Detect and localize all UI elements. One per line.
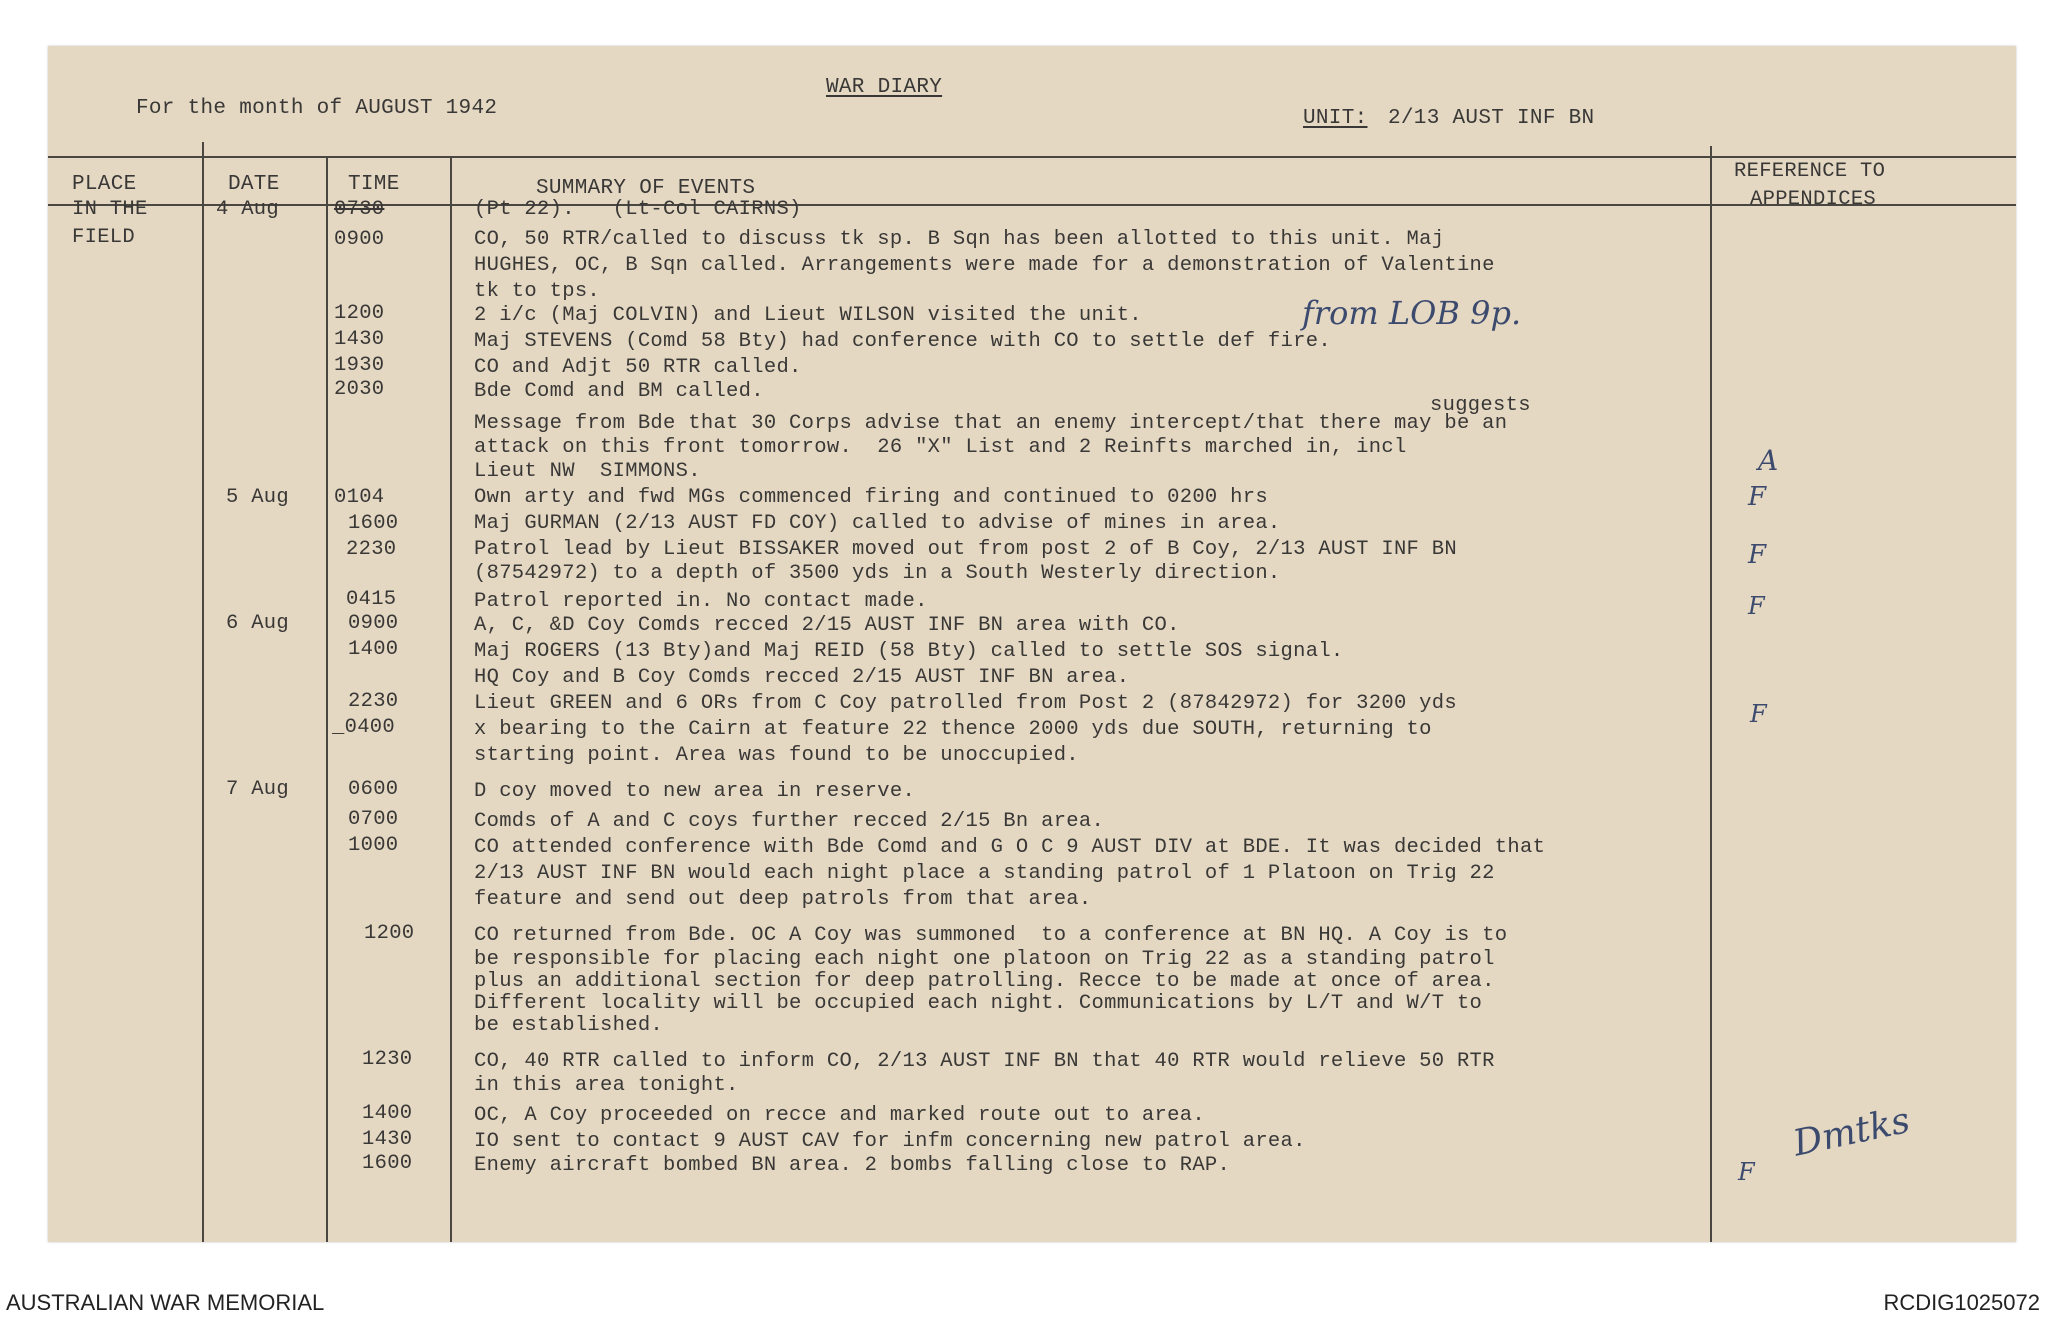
page-title: WAR DIARY (826, 76, 943, 99)
date-entry: 7 Aug (226, 778, 290, 801)
appendix-mark: F (1750, 700, 1767, 728)
summary-reference-divider (1710, 146, 1712, 1242)
time-entry: 2230 (348, 690, 399, 713)
summary-line: Comds of A and C coys further recced 2/15 Bn area. (474, 810, 1105, 833)
summary-line: OC, A Coy proceeded on recce and marked route out to area. (474, 1104, 1205, 1127)
column-header-time: TIME (348, 173, 400, 196)
summary-line: HUGHES, OC, B Sqn called. Arrangements were made for a demonstration of Valentine (474, 254, 1495, 277)
summary-insertion: suggests (1430, 394, 1531, 417)
column-header-date: DATE (228, 173, 280, 196)
summary-line: (Pt 22). (Lt-Col CAIRNS) (474, 198, 802, 221)
summary-line: in this area tonight. (474, 1074, 739, 1097)
appendix-mark: F (1748, 540, 1767, 570)
summary-line: be established. (474, 1014, 664, 1037)
summary-line: Message from Bde that 30 Corps advise that an enemy intercept/that there may be an (474, 412, 1508, 435)
time-entry: 0900 (348, 612, 399, 635)
summary-line: starting point. Area was found to be unoccupied. (474, 744, 1079, 767)
summary-line: Enemy aircraft bombed BN area. 2 bombs falling close to RAP. (474, 1154, 1231, 1177)
time-entry: 0104 (334, 486, 385, 509)
time-entry: 1200 (334, 302, 385, 325)
appendix-mark: F (1748, 592, 1765, 620)
summary-line: Patrol reported in. No contact made. (474, 590, 928, 613)
handwritten-signature: Dmtks (1789, 1099, 1914, 1165)
summary-line: Maj ROGERS (13 Bty)and Maj REID (58 Bty) called to settle SOS signal. (474, 640, 1344, 663)
time-entry: 2030 (334, 378, 385, 401)
summary-line: (87542972) to a depth of 3500 yds in a South Westerly direction. (474, 562, 1281, 585)
time-entry: 1930 (334, 354, 385, 377)
summary-line: CO, 40 RTR called to inform CO, 2/13 AUST INF BN that 40 RTR would relieve 50 RTR (474, 1050, 1495, 1073)
summary-line: CO, 50 RTR/called to discuss tk sp. B Sqn has been allotted to this unit. Maj (474, 228, 1445, 251)
summary-line: Own arty and fwd MGs commenced firing and continued to 0200 hrs (474, 486, 1268, 509)
summary-line: x bearing to the Cairn at feature 22 thence 2000 yds due SOUTH, returning to (474, 718, 1432, 741)
time-summary-divider (450, 158, 452, 1242)
footer-record-id: RCDIG1025072 (1883, 1290, 2040, 1315)
summary-line: A, C, &D Coy Comds recced 2/15 AUST INF BN area with CO. (474, 614, 1180, 637)
summary-line: feature and send out deep patrols from that area. (474, 888, 1092, 911)
summary-line: 2/13 AUST INF BN would each night place a standing patrol of 1 Platoon on Trig 22 (474, 862, 1495, 885)
time-entry: 1400 (348, 638, 399, 661)
summary-line: HQ Coy and B Coy Comds recced 2/15 AUST INF BN area. (474, 666, 1130, 689)
time-entry: 2230 (346, 538, 397, 561)
time-entry: 0600 (348, 778, 399, 801)
time-entry: 0900 (334, 228, 385, 251)
summary-line: Maj STEVENS (Comd 58 Bty) had conference with CO to settle def fire. (474, 330, 1331, 353)
summary-line: IO sent to contact 9 AUST CAV for infm concerning new patrol area. (474, 1130, 1306, 1153)
war-diary-sheet (48, 46, 2016, 1242)
summary-line: 2 i/c (Maj COLVIN) and Lieut WILSON visited the unit. (474, 304, 1142, 327)
header-top-rule (48, 156, 2016, 158)
time-entry: 1430 (362, 1128, 413, 1151)
place-line-2: FIELD (72, 226, 136, 249)
summary-line: tk to tps. (474, 280, 601, 303)
time-entry: 1200 (364, 922, 415, 945)
appendix-mark: F (1738, 1158, 1755, 1186)
summary-line: Lieut NW SIMMONS. (474, 460, 701, 483)
time-entry: _0400 (332, 716, 396, 739)
date-entry: 6 Aug (226, 612, 290, 635)
column-header-reference: REFERENCE TO (1734, 160, 1886, 183)
summary-line: Lieut GREEN and 6 ORs from C Coy patrolled from Post 2 (87842972) for 3200 yds (474, 692, 1457, 715)
summary-line: attack on this front tomorrow. 26 "X" List and 2 Reinfts marched in, incl (474, 436, 1407, 459)
summary-line: Bde Comd and BM called. (474, 380, 764, 403)
time-entry: 0730 (334, 198, 385, 221)
time-entry: 1230 (362, 1048, 413, 1071)
summary-line: plus an additional section for deep patrolling. Recce to be made at once of area. (474, 970, 1495, 993)
place-date-divider (202, 142, 204, 1242)
appendix-mark: A (1758, 444, 1779, 477)
time-entry: 0415 (346, 588, 397, 611)
time-entry: 1600 (348, 512, 399, 535)
handwritten-lob-note: from LOB 9p. (1302, 294, 1522, 332)
column-header-appendices: APPENDICES (1750, 188, 1877, 211)
month-line: For the month of AUGUST 1942 (136, 97, 498, 120)
summary-line: Maj GURMAN (2/13 AUST FD COY) called to advise of mines in area. (474, 512, 1281, 535)
summary-line: CO returned from Bde. OC A Coy was summoned to a conference at BN HQ. A Coy is to (474, 924, 1508, 947)
summary-line: be responsible for placing each night one platoon on Trig 22 as a standing patrol (474, 948, 1495, 971)
place-line-1: IN THE (72, 198, 148, 221)
appendix-mark: F (1748, 482, 1767, 512)
footer-archive-name: AUSTRALIAN WAR MEMORIAL (6, 1290, 325, 1315)
time-entry: 1430 (334, 328, 385, 351)
summary-line: CO and Adjt 50 RTR called. (474, 356, 802, 379)
time-entry: 0700 (348, 808, 399, 831)
time-entry: 1400 (362, 1102, 413, 1125)
time-entry: 1000 (348, 834, 399, 857)
summary-line: Patrol lead by Lieut BISSAKER moved out from post 2 of B Coy, 2/13 AUST INF BN (474, 538, 1457, 561)
summary-line: CO attended conference with Bde Comd and G O C 9 AUST DIV at BDE. It was decided that (474, 836, 1546, 859)
date-entry: 5 Aug (226, 486, 290, 509)
unit-label: UNIT: (1303, 107, 1368, 130)
column-header-place: PLACE (72, 173, 137, 196)
summary-line: D coy moved to new area in reserve. (474, 780, 916, 803)
date-entry: 4 Aug (216, 198, 280, 221)
summary-line: Different locality will be occupied each night. Communications by L/T and W/T to (474, 992, 1483, 1015)
date-time-divider (326, 158, 328, 1242)
unit-value: 2/13 AUST INF BN (1388, 107, 1595, 130)
time-entry: 1600 (362, 1152, 413, 1175)
column-header-summary: SUMMARY OF EVENTS (536, 177, 756, 200)
